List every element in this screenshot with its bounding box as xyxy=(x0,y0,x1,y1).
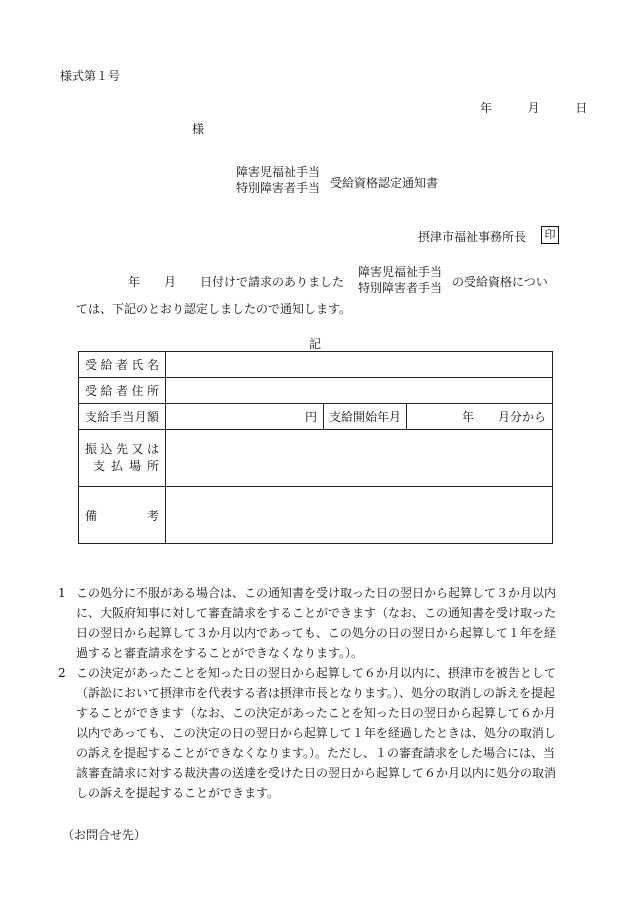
date-year: 年 xyxy=(480,101,493,115)
transfer-value[interactable] xyxy=(166,430,553,487)
note-2-text: この決定があったことを知った日の翌日から起算して６か月以内に、摂津市を被告として（訴訟において摂津市を代表する者は摂津市長となります。）、処分の取消しの訴えを提起することができます（なお、この決定があったことを知った日の翌日から起算して６か月以内であっても、この決定の日の翌日から起算して１年を経過したときは、処分の取消しの訴えを提起することができなくなります。）。ただし、１の審査請求をした場合には、当該審査請求に対する裁決書の送達を受けた日の翌日から起算して６か月以内に処分の取消しの訴えを提起することができます。 xyxy=(76,666,557,800)
issuer-name: 摂津市福祉事務所長 xyxy=(418,230,527,244)
title-allowance-2: 特別障害者手当 xyxy=(236,181,321,195)
inquiry-label: （お問合せ先） xyxy=(62,828,147,842)
notes-section xyxy=(58,583,558,803)
document-title: 受給資格認定通知書 xyxy=(330,176,439,190)
addressee-suffix: 様 xyxy=(192,122,205,136)
seal-mark: 印 xyxy=(541,226,559,244)
note-1-number: 1 xyxy=(58,586,66,600)
recipient-name-label: 受給者氏名 xyxy=(79,352,166,378)
body-allowance-2: 特別障害者手当 xyxy=(358,281,443,295)
date-day: 日 xyxy=(575,101,588,115)
transfer-label-1: 振込先又は xyxy=(85,442,159,456)
date-line xyxy=(480,99,587,116)
note-1-text: この処分に不服がある場合は、この通知書を受け取った日の翌日から起算して３か月以内に、大阪府知事に対して審査請求をすることができます（なお、この通知書を受け取った日の翌日から起算して３か月以内であっても、この処分の日の翌日から起算して１年を経過すると審査請求をすることができなくなります。）。 xyxy=(76,586,557,660)
recipient-address-value[interactable] xyxy=(166,378,553,404)
start-label: 支給開始年月 xyxy=(324,404,407,430)
ki-heading: 記 xyxy=(309,337,322,351)
row-recipient-name xyxy=(79,352,553,378)
transfer-label xyxy=(79,430,166,487)
title-allowances xyxy=(236,164,320,196)
recipient-address-label: 受給者住所 xyxy=(79,378,166,404)
recipient-name-value[interactable] xyxy=(166,352,553,378)
transfer-label-2: 支払場所 xyxy=(93,459,159,473)
details-table xyxy=(78,351,553,544)
start-value[interactable]: 年 月分から xyxy=(407,404,553,430)
row-transfer xyxy=(79,430,553,487)
date-month: 月 xyxy=(527,101,540,115)
body-text-b: の受給資格につい xyxy=(452,275,548,289)
row-monthly-amount xyxy=(79,404,553,430)
body-allowance-1: 障害児福祉手当 xyxy=(358,265,443,279)
body-line-2: ては、下記のとおり認定しましたので通知します。 xyxy=(76,302,352,316)
form-number: 様式第１号 xyxy=(60,69,121,83)
body-month: 月 xyxy=(164,275,177,289)
title-allowance-1: 障害児福祉手当 xyxy=(236,165,321,179)
body-text-a: 日付けで請求のありました xyxy=(200,275,345,289)
note-2 xyxy=(58,663,558,803)
monthly-amount-yen[interactable]: 円 xyxy=(166,404,324,430)
note-1 xyxy=(58,583,558,663)
remarks-label: 備考 xyxy=(79,487,166,544)
row-remarks xyxy=(79,487,553,544)
body-year: 年 xyxy=(128,275,141,289)
body-line-1 xyxy=(128,273,344,290)
remarks-value[interactable] xyxy=(166,487,553,544)
monthly-amount-label: 支給手当月額 xyxy=(79,404,166,430)
body-allowances xyxy=(358,264,442,296)
row-recipient-address xyxy=(79,378,553,404)
note-2-number: 2 xyxy=(58,666,66,680)
